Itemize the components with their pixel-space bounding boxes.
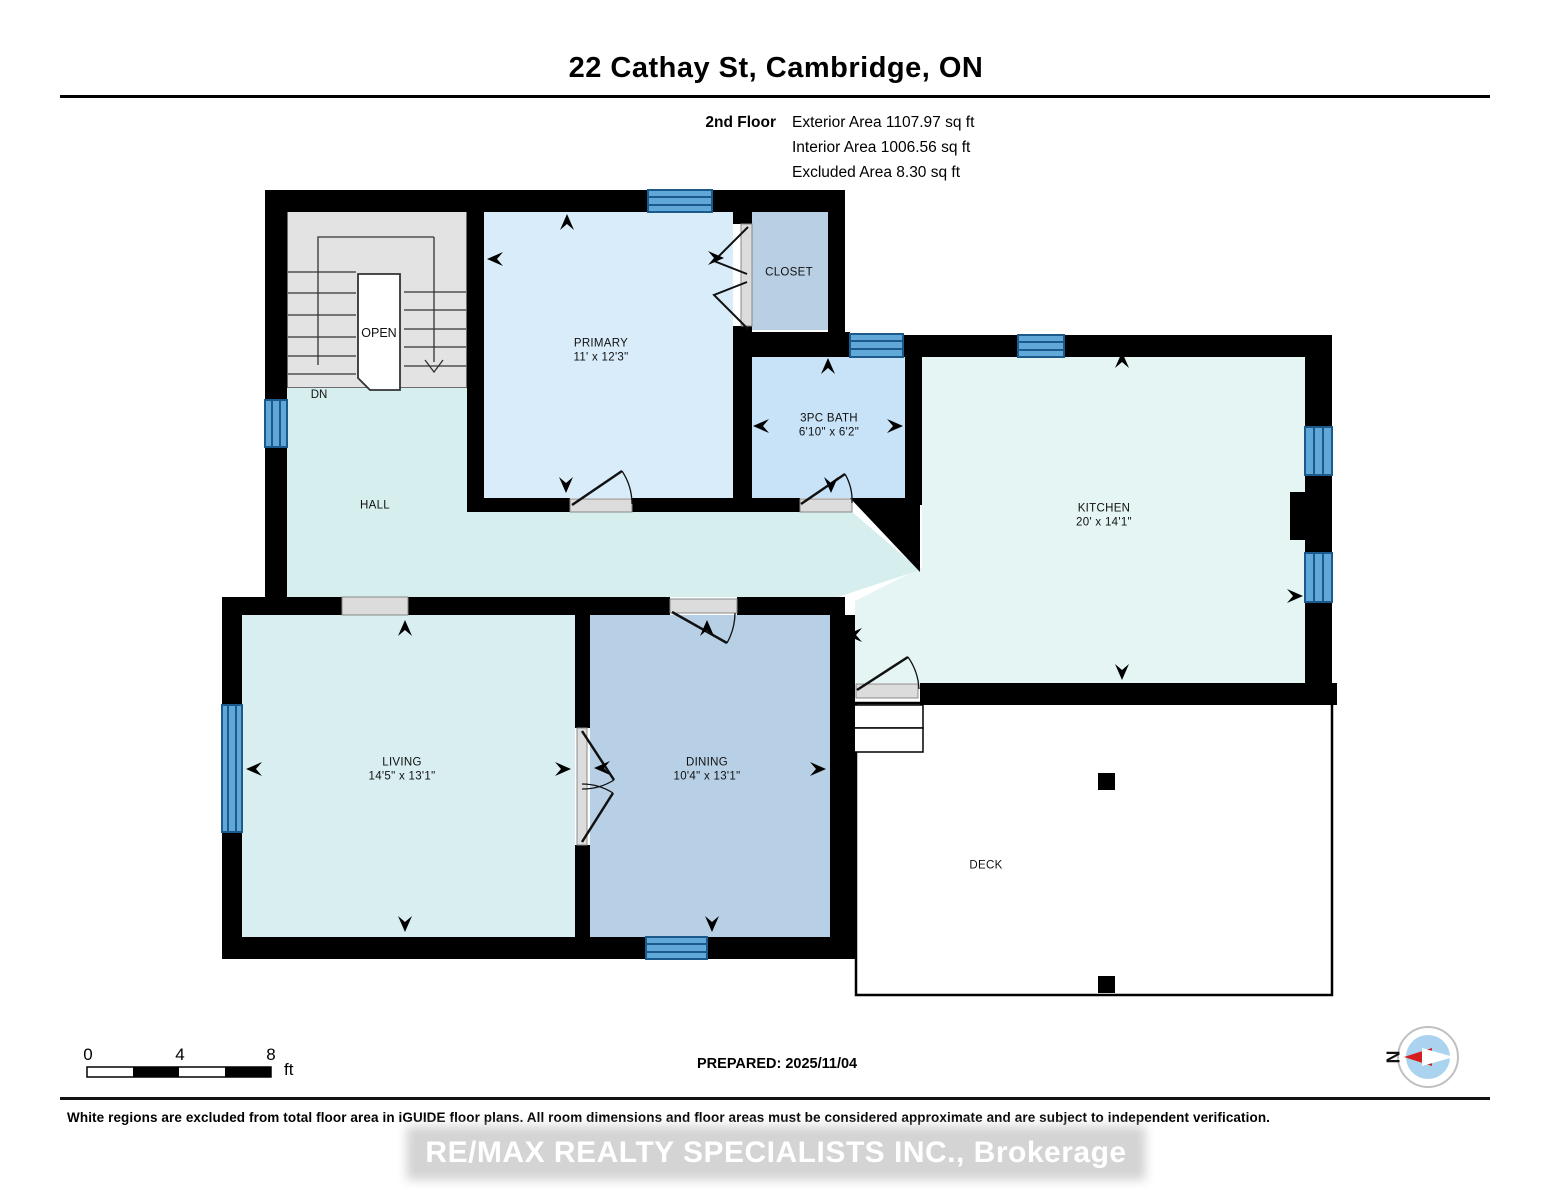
room-label-kitchen: KITCHEN 20' x 14'1": [1076, 502, 1132, 528]
page-title: 22 Cathay St, Cambridge, ON: [568, 52, 984, 84]
stairs-down-label: DN: [310, 389, 328, 401]
deck-post-north: [1098, 773, 1115, 790]
deck-step-1: [854, 705, 923, 728]
compass-north-label: N: [1383, 1050, 1404, 1064]
deck-structure: [854, 703, 1332, 995]
excluded-area: Excluded Area 8.30 sq ft: [792, 164, 961, 181]
prepared-date: PREPARED: 2025/11/04: [697, 1056, 858, 1072]
window-dining-south: [646, 937, 707, 959]
scale-tick-0: 0: [83, 1045, 93, 1064]
threshold-bath-door: [800, 499, 852, 512]
deck-floor: [856, 703, 1332, 995]
header-divider: [60, 95, 1490, 98]
window-hall-west: [265, 400, 287, 447]
window-bath-north: [850, 334, 903, 357]
deck-post-south: [1098, 976, 1115, 993]
disclaimer-text: White regions are excluded from total floor area in iGUIDE floor plans. All room dimensions and floor areas must be considered approximate and are subject to independent verification.: [67, 1110, 1271, 1125]
compass-icon: [1398, 1027, 1458, 1087]
area-summary: [792, 110, 974, 185]
room-label-dining: DINING 10'4" x 13'1": [673, 756, 741, 782]
window-kitchen-east-2: [1305, 553, 1332, 602]
brokerage-watermark: RE/MAX REALTY SPECIALISTS INC., Brokerage: [415, 1135, 1136, 1171]
scale-bar: [87, 1067, 271, 1077]
room-label-closet: CLOSET: [765, 266, 813, 279]
threshold-closet-door: [741, 224, 752, 326]
room-label-living: LIVING 14'5" x 13'1": [368, 756, 436, 782]
window-kitchen-east-1: [1305, 427, 1332, 475]
footer-divider: [60, 1097, 1490, 1100]
window-primary-north: [648, 190, 712, 212]
stairs-open-label: OPEN: [361, 326, 397, 340]
scale-unit: ft: [284, 1060, 294, 1079]
room-label-primary: PRIMARY 11' x 12'3": [573, 337, 629, 363]
room-label-deck: DECK: [969, 859, 1003, 872]
threshold-french-doors: [577, 728, 587, 845]
window-kitchen-north: [1018, 335, 1064, 357]
exterior-area: Exterior Area 1107.97 sq ft: [792, 114, 975, 131]
opening-hall-living: [342, 597, 408, 615]
room-label-bath: 3PC BATH 6'10" x 6'2": [798, 412, 860, 438]
window-living-west: [222, 705, 242, 832]
scale-tick-8: 8: [266, 1045, 276, 1064]
threshold-dining-door: [670, 599, 737, 613]
scale-tick-4: 4: [175, 1045, 185, 1064]
deck-step-2: [854, 728, 923, 752]
floor-label: 2nd Floor: [705, 114, 776, 131]
interior-area: Interior Area 1006.56 sq ft: [792, 139, 971, 156]
room-label-hall: HALL: [360, 499, 390, 512]
